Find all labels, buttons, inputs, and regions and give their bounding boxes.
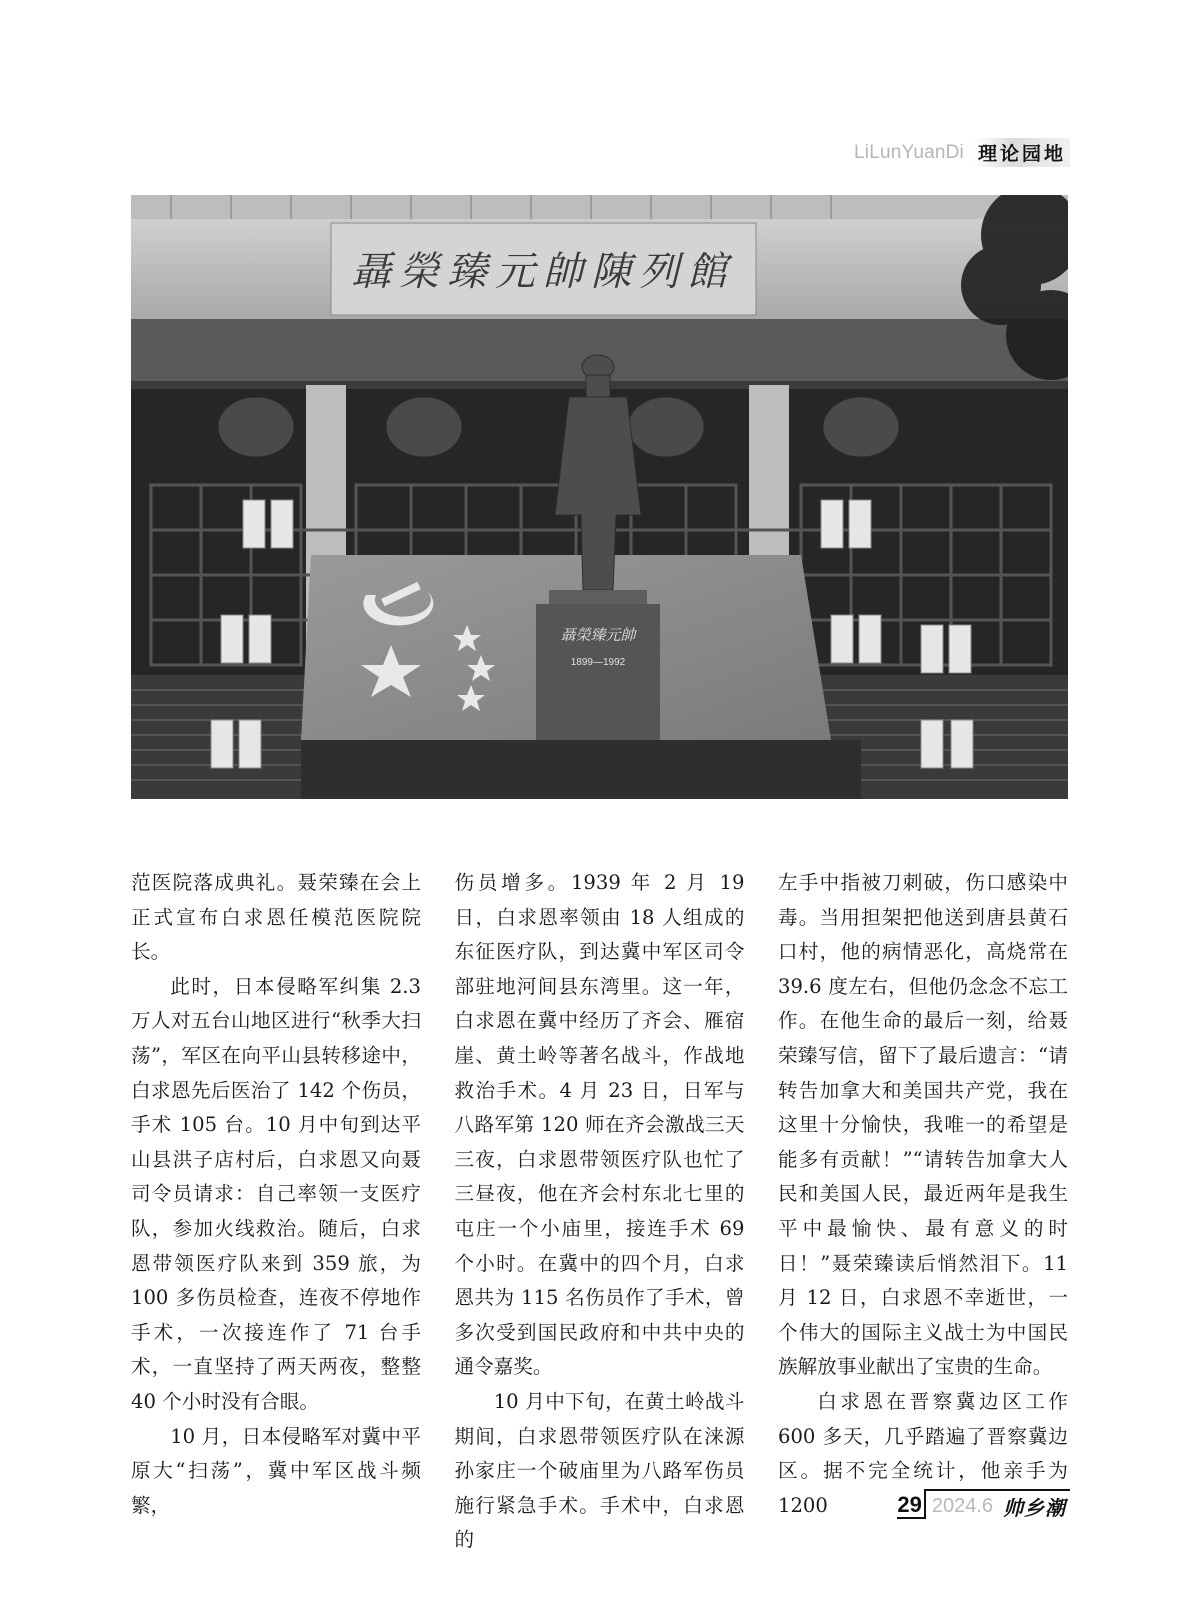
paragraph: 白求恩在晋察冀边区工作 600 多天，几乎踏遍了晋察冀边区。据不完全统计，他亲手为 1200 bbox=[778, 1389, 1068, 1517]
article-body bbox=[131, 866, 1068, 1558]
issue-date: 2024.6 bbox=[931, 1494, 993, 1517]
running-head bbox=[854, 138, 1070, 167]
paragraph: 10 月，日本侵略军对冀中平原大“扫荡”，冀中军区战斗频繁， bbox=[131, 1424, 421, 1517]
svg-text:聶榮臻元帥: 聶榮臻元帥 bbox=[560, 626, 636, 644]
paragraph: 此时，日本侵略军纠集 2.3 万人对五台山地区进行“秋季大扫荡”，军区在向平山县转移途中，白求恩先后医治了 142 个伤员，手术 105 台。10 月中旬到达平山县洪子店村后，白求恩又向聂司令员请求：自己率领一支医疗队，参加火线救治。随后，白求恩带领医疗队来到 359 旅，为 100 多伤员检查，连夜不停地作手术，一次接连作了 71 台手术，一直坚持了两天两夜，整整 40 个小时没有合眼。 bbox=[131, 974, 421, 1413]
memorial-hall-photo bbox=[131, 195, 1068, 799]
paragraph: 伤员增多。1939 年 2 月 19 日，白求恩率领由 18 人组成的东征医疗队，到达冀中军区司令部驻地河间县东湾里。这一年，白求恩在冀中经历了齐会、雁宿崖、黄土岭等著名战斗，作战地救治手术。4 月 23 日，日军与八路军第 120 师在齐会激战三天三夜，白求恩带领医疗队也忙了三昼夜，他在齐会村东北七里的屯庄一个小庙里，接连手术 69 个小时。在冀中的四个月，白求恩共为 115 名伤员作了手术，曾多次受到国民政府和中共中央的通令嘉奖。 bbox=[454, 871, 745, 1379]
paragraph: 左手中指被刀刺破，伤口感染中毒。当用担架把他送到唐县黄石口村，他的病情恶化，高烧常在 39.6 度左右，但他仍念念不忘工作。在他生命的最后一刻，给聂荣臻写信，留下了最后遗言：“请转告加拿大和美国共产党，我在这里十分愉快，我唯一的希望是能多有贡献！”“请转告加拿大人民和美国人民，最近两年是我生平中最愉快、最有意义的时日！”聂荣臻读后悄然泪下。11 月 12 日，白求恩不幸逝世，一个伟大的国际主义战士为中国民族解放事业献出了宝贵的生命。 bbox=[778, 871, 1068, 1379]
section-title: 理论园地 bbox=[974, 138, 1070, 167]
footer-box bbox=[924, 1489, 1070, 1519]
svg-text:聶榮臻元帥陳列館: 聶榮臻元帥陳列館 bbox=[351, 249, 735, 295]
page-footer bbox=[897, 1489, 1070, 1519]
article-column-1 bbox=[131, 866, 421, 1558]
magazine-title: 帅乡潮 bbox=[1003, 1495, 1066, 1520]
svg-text:1899—1992: 1899—1992 bbox=[570, 657, 626, 668]
statue-photo-illustration bbox=[131, 195, 1068, 799]
page-number: 29 bbox=[897, 1492, 922, 1517]
paragraph: 10 月中下旬，在黄土岭战斗期间，白求恩带领医疗队在涞源孙家庄一个破庙里为八路军伤员施行紧急手术。手术中，白求恩的 bbox=[454, 1389, 745, 1552]
article-column-2 bbox=[455, 866, 745, 1558]
paragraph: 范医院落成典礼。聂荣臻在会上正式宣布白求恩任模范医院院长。 bbox=[131, 871, 421, 964]
section-pinyin: LiLunYuanDi bbox=[854, 141, 964, 163]
article-column-3 bbox=[778, 866, 1068, 1558]
